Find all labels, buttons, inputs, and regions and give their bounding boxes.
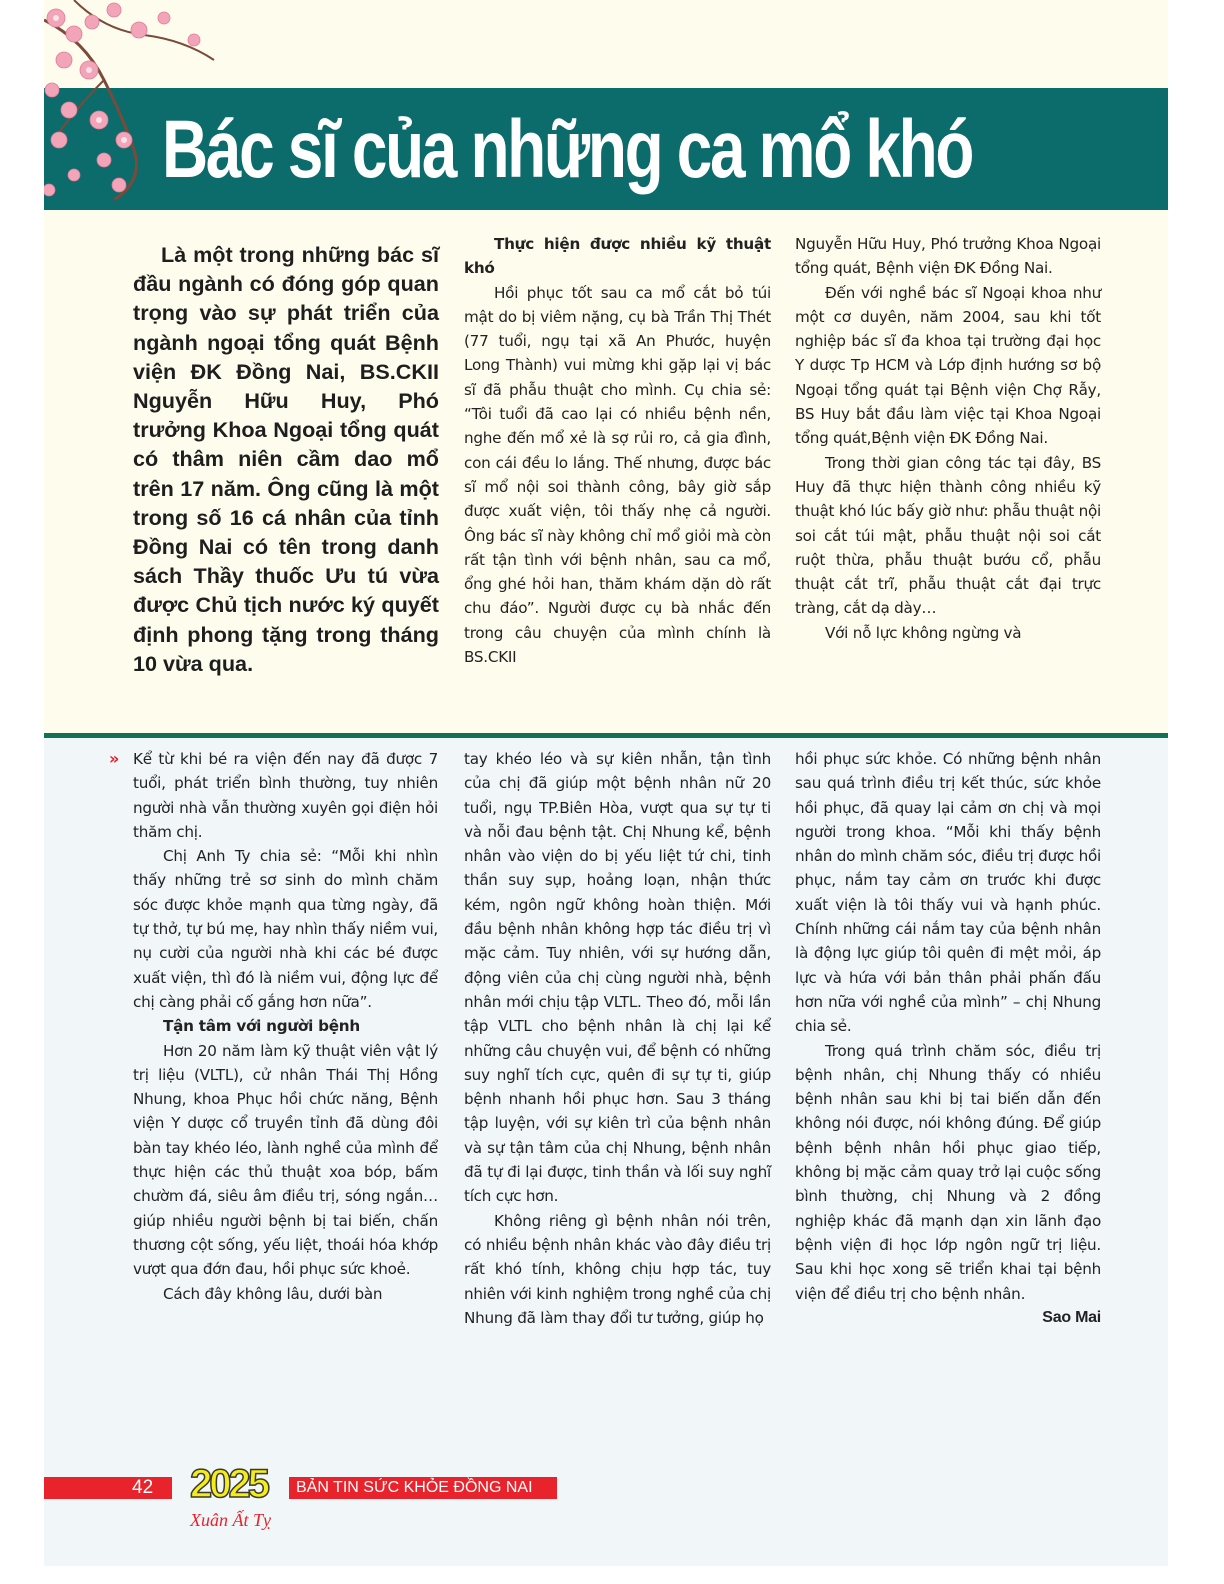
lead-paragraph: Là một trong những bác sĩ đầu ngành có đóng góp quan trọng vào sự phát triển của ngành ngoại tổng quát Bệnh viện ĐK Đồng Nai, BS.CKII Nguyễn Hữu Huy, Phó trưởng Khoa Ngoại tổng quát có thâm niên cầm dao mổ trên 17 năm. Ông cũng là một trong số 16 cá nhân của tỉnh Đồng Nai có tên trong danh sách Thầy thuốc Ưu tú vừa được Chủ tịch nước ký quyết định phong tặng trong tháng 10 vừa qua.	[133, 242, 439, 676]
body-paragraph: Trong quá trình chăm sóc, điều trị bệnh nhân, chị Nhung thấy có nhiều bệnh nhân sau khi bị tai biến dẫn đến không nói được, nói không đúng. Để giúp bệnh bệnh nhân hồi phục giao tiếp, không bị mặc cảm quay trở lại cuộc sống bình thường, chị Nhung và 2 đồng nghiệp khác đã mạnh dạn xin lãnh đạo bệnh viện đi học lớp ngôn ngữ trị liệu. Sau khi học xong sẽ triển khai tại bệnh viện để điều trị cho bệnh nhân.	[795, 1041, 1101, 1303]
body-paragraph: Trong thời gian công tác tại đây, BS Huy đã thực hiện thành công nhiều kỹ thuật khó lúc bấy giờ như: phẫu thuật nội soi cắt túi mật, phẫu thuật nội soi cắt ruột thừa, phẫu thuật bướu cổ, phẫu thuật cắt trĩ, phẫu thuật cắt đại trực tràng, cắt dạ dày…	[795, 453, 1101, 618]
year-subtitle: Xuân Ất Tỵ	[190, 1510, 271, 1530]
page-number: 42	[132, 1477, 154, 1498]
article-title: Bác sĩ của những ca mổ khó	[162, 104, 973, 195]
body-paragraph: Hồi phục tốt sau ca mổ cắt bỏ túi mật do bị viêm nặng, cụ bà Trần Thị Thét (77 tuổi, ngụ tại xã An Phước, huyện Long Thành) vui mừng khi gặp lại vị bác sĩ đã phẫu thuật cho mình. Cụ chia sẻ: “Tôi tuổi đã cao lại có nhiều bệnh nền, nghe đến mổ xẻ là sợ rủi ro, cả gia đình, con cái đều lo lắng. Thế nhưng, được bác sĩ mổ nội soi thành công, bây giờ sắp được xuất viện, tôi thấy nhẹ cả người. Ông bác sĩ này không chỉ mổ giỏi mà còn rất tận tình với bệnh nhân, sau ca mổ, ổng ghé hỏi han, thăm khám dặn dò rất chu đáo”. Người được cụ bà nhắc đến trong câu chuyện của mình chính là BS.CKII	[464, 283, 771, 667]
author-byline: Sao Mai	[1042, 1308, 1101, 1326]
body-paragraph: Nguyễn Hữu Huy, Phó trưởng Khoa Ngoại tổng quát, Bệnh viện ĐK Đồng Nai.	[795, 235, 1101, 278]
section-divider	[44, 733, 1168, 738]
article-lead	[133, 240, 439, 678]
article-column-4	[109, 747, 438, 1306]
article-column-6	[795, 747, 1101, 1330]
section-subheading: Tận tâm với người bệnh	[163, 1017, 360, 1036]
body-paragraph: hồi phục sức khỏe. Có những bệnh nhân sau quá trình điều trị kết thúc, sức khỏe hồi phục, đã quay lại cảm ơn chị và mọi người trong khoa. “Mỗi khi thấy bệnh nhân do mình chăm sóc, điều trị được hồi phục, nắm tay cảm ơn trước khi được xuất viện là tôi thấy vui và hạnh phúc. Chính những cái nắm tay của bệnh nhân là động lực giúp tôi quên đi mệt mỏi, áp lực và hứa với bản thân phải phấn đấu hơn nữa với nghề của mình” – chị Nhung chia sẻ.	[795, 750, 1101, 1036]
body-paragraph: Đến với nghề bác sĩ Ngoại khoa như một cơ duyên, năm 2004, sau khi tốt nghiệp bác sĩ đa khoa tại trường đại học Y dược Tp HCM và Lớp định hướng sơ bộ Ngoại tổng quát tại Bệnh viện Chợ Rẫy, BS Huy bắt đầu làm việc tại Khoa Ngoại tổng quát,Bệnh viện ĐK Đồng Nai.	[795, 283, 1101, 448]
article-column-2	[464, 232, 771, 669]
year-logo: 2025	[190, 1462, 267, 1506]
body-paragraph: Cách đây không lâu, dưới bàn	[163, 1284, 383, 1303]
magazine-page	[44, 0, 1168, 1566]
body-paragraph: tay khéo léo và sự kiên nhẫn, tận tình của chị đã giúp một bệnh nhân nữ 20 tuổi, ngụ TP.Biên Hòa, vượt qua sự tự ti và nỗi đau bệnh tật. Chị Nhung kể, bệnh nhân vào viện do bị yếu liệt tứ chi, tinh thần suy sụp, hoảng loạn, nhận thức kém, ngôn ngữ không hoàn thiện. Mới đầu bệnh nhân không hợp tác điều trị vì mặc cảm. Tuy nhiên, với sự hướng dẫn, động viên của chị cùng người nhà, bệnh nhân mới chịu tập VLTL. Theo đó, mỗi lần tập VLTL cho bệnh nhân là chị lại kể những câu chuyện vui, để bệnh có những suy nghĩ tích cực, quên đi sự tự ti, giúp bệnh nhanh hồi phục hơn. Sau 3 tháng tập luyện, với sự kiên trì của bệnh nhân và sự tận tâm của chị Nhung, bệnh nhân đã tự đi lại được, tinh thần và lối suy nghĩ tích cực hơn.	[464, 750, 771, 1206]
body-paragraph: Kể từ khi bé ra viện đến nay đã được 7 tuổi, phát triển bình thường, tuy nhiên người nhà vẫn thường xuyên gọi điện hỏi thăm chị.	[133, 750, 438, 841]
body-paragraph: Chị Anh Ty chia sẻ: “Mỗi khi nhìn thấy những trẻ sơ sinh do mình chăm sóc được khỏe mạnh qua từng ngày, đã tự thở, tự bú mẹ, hay nhìn thấy niềm vui, nụ cười của người nhà khi các bé được xuất viện, thì đó là niềm vui, động lực để chị càng phải cố gắng hơn nữa”.	[133, 847, 438, 1011]
section-subheading: Thực hiện được nhiều kỹ thuật khó	[464, 235, 771, 278]
publication-name: BẢN TIN SỨC KHỎE ĐỒNG NAI	[296, 1479, 533, 1496]
body-paragraph: Với nỗ lực không ngừng và	[825, 623, 1022, 642]
body-paragraph: Hơn 20 năm làm kỹ thuật viên vật lý trị liệu (VLTL), cử nhân Thái Thị Hồng Nhung, khoa Phục hồi chức năng, Bệnh viện Y dược cổ truyền tỉnh đã dùng đôi bàn tay khéo léo, lành nghề của mình để thực hiện các thủ thuật xoa bóp, bấm chườm đá, siêu âm điều trị, sóng ngắn… giúp nhiều người bệnh bị tai biến, chấn thương cột sống, yếu liệt, thoái hóa khớp vượt qua đớn đau, hồi phục sức khoẻ.	[133, 1041, 438, 1279]
body-paragraph: Không riêng gì bệnh nhân nói trên, có nhiều bệnh nhân khác vào đây điều trị rất khó tính, không chịu hợp tác, tuy nhiên với kinh nghiệm trong nghề của chị Nhung đã làm thay đổi tư tưởng, giúp họ	[464, 1211, 771, 1327]
cherry-blossom-icon	[44, 0, 234, 210]
article-column-5	[464, 747, 771, 1330]
double-chevron-right-icon: »	[109, 749, 120, 768]
article-column-3	[795, 232, 1101, 645]
